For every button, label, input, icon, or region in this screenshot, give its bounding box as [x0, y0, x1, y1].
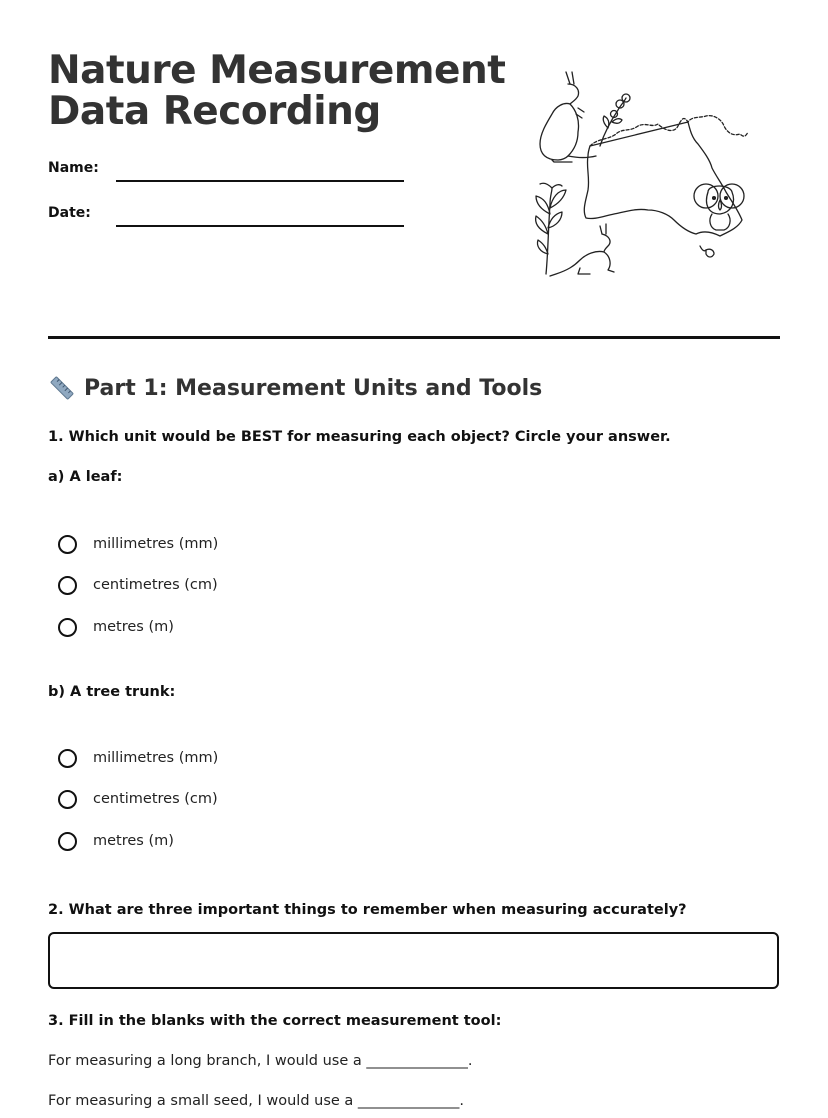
koala-icon [694, 184, 744, 230]
question-1-text: 1. Which unit would be BEST for measuring each object? Circle your answer. [48, 429, 671, 445]
date-label: Date: [48, 205, 91, 221]
radio-circle[interactable] [58, 535, 77, 554]
date-field[interactable] [116, 225, 404, 227]
question-3-text: 3. Fill in the blanks with the correct measurement tool: [48, 1013, 502, 1029]
fill-blank-sentence-2: For measuring a small seed, I would use a ______________. [48, 1093, 465, 1109]
question-1a-label: a) A leaf: [48, 469, 123, 485]
australia-animals-illustration [528, 64, 758, 284]
option-label: centimetres (cm) [93, 791, 218, 807]
q1b-option-mm[interactable] [58, 746, 218, 770]
radio-circle[interactable] [58, 576, 77, 595]
name-label: Name: [48, 160, 99, 176]
option-label: millimetres (mm) [93, 750, 219, 766]
header-divider [48, 336, 780, 339]
q1a-option-cm[interactable] [58, 573, 218, 597]
worksheet-title [48, 50, 508, 132]
plant-icon [536, 183, 566, 274]
q1b-option-cm[interactable] [58, 787, 218, 811]
radio-circle[interactable] [58, 618, 77, 637]
question-1b-label: b) A tree trunk: [48, 684, 176, 700]
q1a-option-mm[interactable] [58, 532, 218, 556]
option-label: metres (m) [93, 619, 174, 635]
radio-circle[interactable] [58, 749, 77, 768]
fill-blank-sentence-1: For measuring a long branch, I would use a ______________. [48, 1053, 473, 1069]
name-field[interactable] [116, 180, 404, 182]
part1-heading-text: Part 1: Measurement Units and Tools [84, 375, 543, 401]
question-2-text: 2. What are three important things to remember when measuring accurately? [48, 902, 687, 918]
option-label: centimetres (cm) [93, 577, 218, 593]
radio-circle[interactable] [58, 790, 77, 809]
q1a-option-m[interactable] [58, 615, 174, 639]
option-label: metres (m) [93, 833, 174, 849]
wallaby-icon [550, 224, 614, 276]
q1b-option-m[interactable] [58, 829, 174, 853]
part1-heading [48, 374, 542, 402]
small-island-icon [700, 246, 706, 251]
radio-circle[interactable] [58, 832, 77, 851]
kangaroo-icon [540, 72, 596, 162]
question-2-answer-box[interactable] [48, 932, 779, 989]
title-line-2: Data Recording [48, 89, 381, 134]
ruler-icon [48, 374, 76, 402]
title-line-1: Nature Measurement [48, 48, 506, 93]
option-label: millimetres (mm) [93, 536, 219, 552]
